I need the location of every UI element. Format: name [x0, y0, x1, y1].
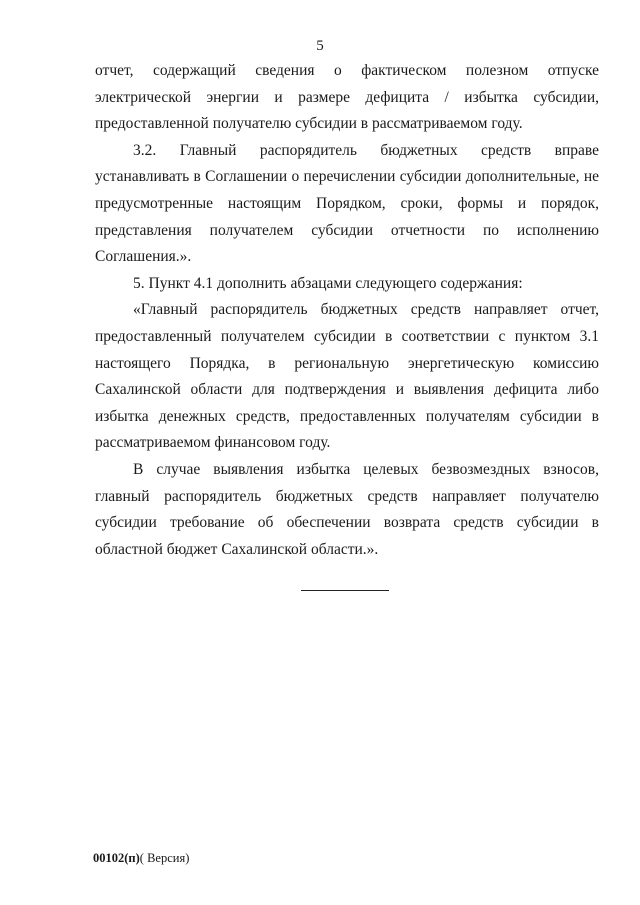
- paragraph-clause-3-2: 3.2. Главный распорядитель бюджетных средств вправе устанавливать в Соглашении о перечислении субсидии дополнительные, не предусмотренные настоящим Порядком, сроки, формы и порядок, представления получателем субсидии отчетности по исполнению Соглашения.».: [95, 141, 599, 266]
- paragraph-quoted-addition: «Главный распорядитель бюджетных средств направляет отчет, предоставленный получателем субсидии в соответствии с пунктом 3.1 настоящего Порядка, в региональную энергетическую комиссию Сахалинской области для подтверждения и выявления дефицита либо избытка денежных средств, предоставленных получателям субсидии в рассматриваемом финансовом году.: [95, 301, 599, 452]
- paragraph-surplus-case: В случае выявления избытка целевых безвозмездных взносов, главный распорядитель бюджетных средств направляет получателю субсидии требование об обеспечении возврата средств субсидии в областной бюджет Сахалинской области.».: [95, 460, 599, 558]
- end-separator-line: [301, 590, 389, 591]
- page-number: 5: [316, 38, 324, 54]
- paragraph-report-continuation: отчет, содержащий сведения о фактическом полезном отпуске электрической энергии и размере дефицита / избытка субсидии, предоставленной получателю субсидии в рассматриваемом году.: [95, 62, 599, 133]
- footer-code-version: ( Версия): [139, 851, 190, 865]
- footer-code-id: 00102(п): [93, 851, 140, 865]
- paragraph-item-5: 5. Пункт 4.1 дополнить абзацами следующего содержания:: [133, 274, 523, 292]
- document-body: [95, 58, 599, 563]
- footer-document-code: [93, 851, 189, 866]
